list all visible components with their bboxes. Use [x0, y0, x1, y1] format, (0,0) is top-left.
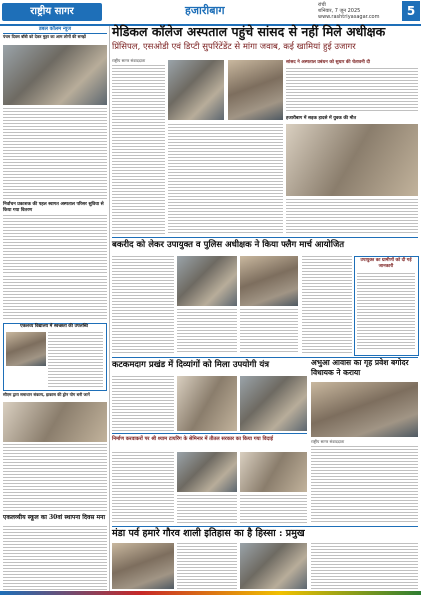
fourth-col-2-text: [177, 495, 237, 524]
left-box-headline: एकलव्य विद्यालय में स्वच्छता की उपलब्धि: [20, 324, 88, 329]
left-mid-text: [3, 215, 107, 275]
third-col-1-text: [112, 376, 174, 431]
second-photo-1: [177, 256, 237, 306]
second-col-3-text: [240, 309, 298, 354]
right-lower-byline: राष्ट्रीय सागर संवाददाता: [311, 439, 345, 444]
third-photo-1: [177, 376, 237, 431]
page-number: 5: [402, 1, 420, 21]
left-box-photo: [6, 332, 46, 366]
dateline: [318, 2, 380, 20]
left-top-photo: [3, 45, 107, 105]
left-lower-text: [3, 444, 107, 512]
right-lower-text: [311, 446, 418, 524]
right-kicker: सांसद ने अस्पताल प्रबंधन को सुधार की चेतावनी दी: [286, 60, 370, 65]
main-col-2-text: [168, 124, 283, 234]
school-text: [3, 526, 107, 590]
second-photo-2: [240, 256, 298, 306]
right-story-photo: [286, 124, 418, 196]
right-lower-photo: [311, 382, 418, 437]
right-brief-text: [357, 273, 415, 351]
main-col-1-text: [112, 65, 165, 235]
right-lower-headline: अभुआ आवास का गृह प्रवेश बगोदर विधायक ने कराया: [311, 358, 409, 377]
divider: [112, 433, 307, 434]
website-label: www.rashtriyasagar.com: [318, 14, 380, 20]
city-title: हजारीबाग: [185, 4, 225, 17]
main-photo-1: [168, 60, 224, 120]
second-col-4-text: [302, 256, 352, 354]
bottom-col-4-text: [311, 543, 418, 589]
right-brief-headline: उपायुक्त का ग्रामीणों को दी गई जानकारी: [360, 258, 412, 269]
third-headline: कटकमदाग प्रखंड में दिव्यांगों को मिला उपयोगी यंत्र: [112, 360, 270, 370]
column-divider: [109, 26, 110, 592]
bottom-photo-1: [112, 543, 174, 589]
left-top-headline: पंचम दिवस बॉबी को देकर मुहर का आम लोगों की समझें: [3, 34, 86, 39]
second-col-2-text: [177, 309, 237, 354]
fourth-col-3-text: [240, 495, 307, 524]
second-headline: बकरीद को लेकर उपायुक्त व पुलिस अधीक्षक ने किया फ्लैग मार्च आयोजित: [112, 240, 345, 250]
right-story-text: [286, 199, 418, 235]
main-byline: राष्ट्रीय सागर संवाददाता: [112, 58, 146, 63]
left-lower-headline: सीएम द्वारा समाधान संकल्प, झकास की ड्रोन योग बनी जानें: [3, 392, 90, 397]
fourth-headline: निर्माण करवाकरों पर श्री श्याम टायरिंग के सेमिनार में तीतल सरकार का किया गया विदाई: [112, 436, 273, 442]
right-story-headline: हजारीबाग में सड़क हादसे में युवक की मौत: [286, 116, 357, 121]
fourth-photo-1: [177, 452, 237, 492]
bottom-col-2-text: [177, 543, 237, 589]
fourth-photo-2: [240, 452, 307, 492]
main-photo-2: [228, 60, 283, 120]
left-mid-headline: निर्वाचन प्रकाशक की पहल स्वागत अस्पताल परिसर सुविधा से किया गया वितरण: [3, 202, 104, 213]
main-subhead: प्रिंसिपल, एसओडी एवं डिप्टी सुपरिंटेंडेंट से मांगा जवाब, कई खामियां हुई उजागर: [112, 42, 356, 52]
bottom-photo-2: [240, 543, 307, 589]
left-lower-photo: [3, 402, 107, 442]
fourth-col-1-text: [112, 452, 174, 524]
divider: [112, 526, 418, 527]
left-box-text: [48, 332, 103, 387]
footer-color-bar: [0, 591, 421, 595]
third-photo-2: [240, 376, 307, 431]
main-headline: मेडिकल कॉलेज अस्पताल पहुंचे सांसद से नहीं मिले अधीक्षक: [112, 24, 386, 39]
left-mid-text-2: [3, 276, 107, 321]
place-label: रांची: [318, 2, 326, 8]
date-label: शनिवार, 7 जून 2025: [318, 8, 361, 14]
divider: [112, 237, 418, 238]
second-col-1-text: [112, 256, 174, 354]
right-top-text: [286, 68, 418, 113]
bottom-headline: मंडा पर्व हमारे गौरव शाली इतिहास का है हिस्सा : प्रमुख: [112, 528, 305, 539]
left-body-text: [3, 108, 107, 200]
masthead-logo: राष्ट्रीय सागर: [2, 3, 102, 21]
school-headline: एकलव्यीय स्कूल का 30वां स्थापना दिवस मना: [3, 514, 106, 521]
double-column-label: डबल कॉलम न्यूज: [38, 26, 71, 32]
